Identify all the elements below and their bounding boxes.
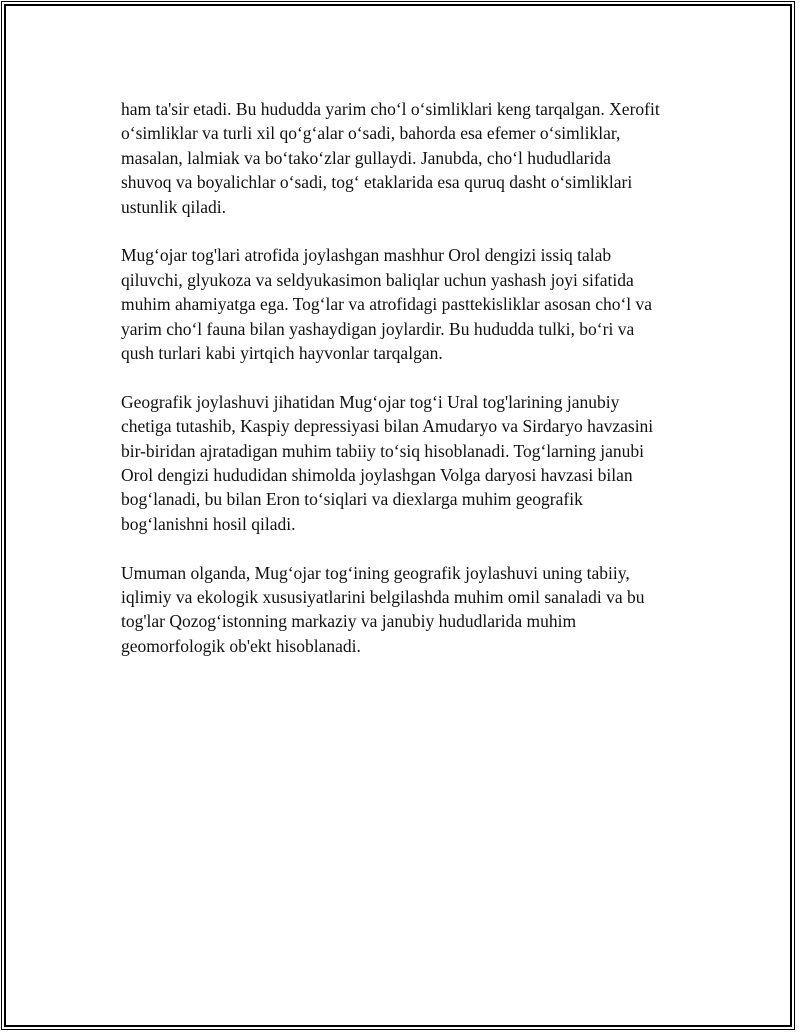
text-line: Mug‘ojar tog'lari atrofida joylashgan mashhur Orol dengizi issiq talab — [121, 245, 612, 266]
text-line: muhim ahamiyatga ega. Tog‘lar va atrofidagi pasttekisliklar asosan cho‘l va — [121, 294, 653, 315]
text-line: yarim cho‘l fauna bilan yashaydigan joylardir. Bu hududda tulki, bo‘ri va — [121, 318, 635, 339]
paragraph-fauna — [121, 243, 711, 365]
text-line: chetiga tutashib, Kaspiy depressiyasi bilan Amudaryo va Sirdaryo havzasini — [121, 416, 654, 437]
text-line: Umuman olganda, Mug‘ojar tog‘ining geografik joylashuvi uning tabiiy, — [121, 562, 630, 583]
paragraph-flora — [121, 97, 711, 219]
text-line: Geografik joylashuvi jihatidan Mug‘ojar tog‘i Ural tog'larining janubiy — [121, 391, 620, 412]
paragraph-conclusion — [121, 561, 711, 659]
text-line: bog‘lanishni hosil qiladi. — [121, 513, 296, 534]
text-line: geomorfologik ob'ekt hisoblanadi. — [121, 635, 361, 656]
text-line: o‘simliklar va turli xil qo‘g‘alar o‘sadi, bahorda esa efemer o‘simliklar, — [121, 123, 621, 144]
text-line: tog'lar Qozog‘istonning markaziy va janubiy hududlarida muhim — [121, 611, 577, 632]
text-line: shuvoq va boyalichlar o‘sadi, tog‘ etaklarida esa quruq dasht o‘simliklari — [121, 172, 633, 193]
text-line: bog‘lanadi, bu bilan Eron to‘siqlari va diexlarga muhim geografik — [121, 489, 583, 510]
document-body — [121, 97, 711, 683]
text-line: bir-biridan ajratadigan muhim tabiiy to‘siq hisoblanadi. Tog‘larning janubi — [121, 440, 644, 461]
paragraph-geography — [121, 390, 711, 536]
text-line: ustunlik qiladi. — [121, 196, 226, 217]
text-line: iqlimiy va ekologik xususiyatlarini belgilashda muhim omil sanaladi va bu — [121, 587, 645, 608]
text-line: ham ta'sir etadi. Bu hududda yarim cho‘l o‘simliklari keng tarqalgan. Xerofit — [121, 99, 660, 119]
document-page — [4, 4, 792, 1027]
text-line: masalan, lalmiak va bo‘tako‘zlar gullaydi. Janubda, cho‘l hududlarida — [121, 147, 611, 168]
text-line: qush turlari kabi yirtqich hayvonlar tarqalgan. — [121, 343, 443, 364]
text-line: Orol dengizi hududidan shimolda joylashgan Volga daryosi havzasi bilan — [121, 465, 633, 486]
text-line: qiluvchi, glyukoza va seldyukasimon baliqlar uchun yashash joyi sifatida — [121, 269, 634, 290]
